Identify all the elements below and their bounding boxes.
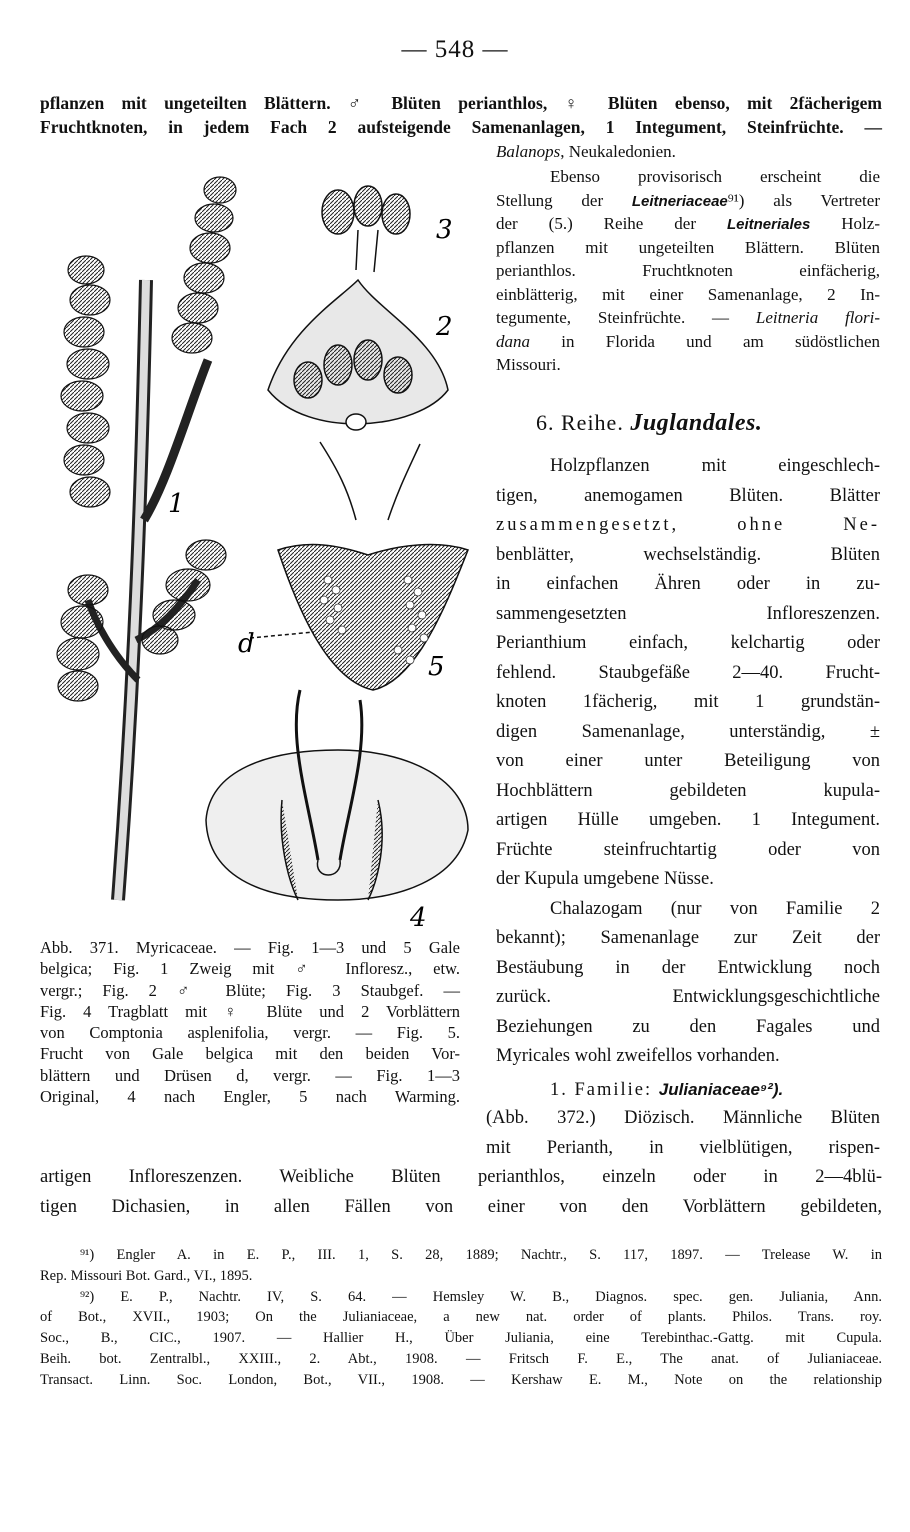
caption-line-1: Abb. 371. Myricaceae. — Fig. 1—3 und 5 Gale — [40, 938, 460, 957]
jug-line-20: Beziehungen zu den Fagales und — [496, 1016, 880, 1037]
page-number: — 548 — — [401, 36, 509, 63]
jug-line-16: Chalazogam (nur von Familie 2 — [550, 898, 880, 919]
footnote-line-5: Soc., B., CIC., 1907. — Hallier H., Über Juliania, eine Terebinthac.-Gattg. mit Cupula. — [40, 1330, 882, 1347]
figure-caption — [40, 937, 460, 1107]
jug-line-21: Myricales wohl zweifellos vorhanden. — [496, 1046, 780, 1066]
juglandales-paragraph — [496, 452, 880, 1072]
caption-line-3: vergr.; Fig. 2 ♂ Blüte; Fig. 3 Staubgef. — — [40, 980, 460, 1000]
full-line-1: artigen Infloreszenzen. Weibliche Blüten perianthlos, einzeln oder in 2—4blü- — [40, 1167, 882, 1187]
fig-label-2: 2 — [436, 312, 453, 342]
jug-line-18: Bestäubung in der Entwicklung noch — [496, 957, 880, 978]
familie-line-1: (Abb. 372.) Diözisch. Männliche Blüten — [486, 1108, 880, 1128]
fig-label-4: 4 — [410, 903, 427, 933]
fig-label-3: 3 — [436, 215, 453, 245]
fig-label-5: 5 — [428, 652, 445, 682]
fig-label-1: 1 — [168, 489, 185, 519]
jug-line-9: knoten 1fächerig, mit 1 grundstän- — [496, 692, 880, 712]
familie-line-2: mit Perianth, in vielblütigen, rispen- — [486, 1137, 880, 1158]
caption-line-6: Frucht von Gale belgica mit den beiden Vor- — [40, 1044, 460, 1064]
fig2-male-flower — [268, 280, 448, 430]
taxon-julianiaceae: Julianiaceae⁹²). — [658, 1080, 784, 1099]
leitneria-line-1: Ebenso provisorisch erscheint die — [550, 167, 880, 186]
intro-line-1: pflanzen mit ungeteilten Blättern. ♂ Blüten perianthlos, ♀ Blüten ebenso, mit 2fächerigem — [40, 93, 882, 113]
taxon-leitneria-b: dana — [496, 331, 530, 351]
jug-line-15: der Kupula umgebene Nüsse. — [496, 869, 714, 889]
taxon-leitneriales: Leitneriales — [726, 216, 811, 233]
section-title: Juglandales. — [630, 410, 763, 436]
catkin-lower-right — [142, 540, 226, 654]
caption-line-8: Original, 4 nach Engler, 5 nach Warming. — [40, 1087, 460, 1107]
taxon-leitneria-a: Leitneria flori- — [755, 308, 880, 327]
familie-heading — [550, 1079, 783, 1101]
balanops-line — [496, 141, 676, 163]
footnote-line-6: Beih. bot. Zentralbl., XXIII., 2. Abt., 1908. — Fritsch F. E., The anat. of Julianiaceae. — [40, 1350, 882, 1367]
familie-prefix: 1. Familie: — [550, 1080, 653, 1100]
leitneria-line-8: dana in Florida und am südöstlichen — [496, 331, 880, 351]
jug-line-1: Holzpflanzen mit eingeschlech- — [550, 456, 880, 476]
jug-line-7: Perianthium einfach, kelchartig oder — [496, 633, 880, 653]
caption-line-4: Fig. 4 Tragblatt mit ♀ Blüte und 2 Vorblättern — [40, 1001, 460, 1021]
section-heading — [536, 410, 762, 437]
catkin-right-top — [172, 177, 236, 353]
leitneria-line-7: tegumente, Steinfrüchte. — Leitneria flori- — [496, 308, 880, 327]
full-line-2: tigen Dichasien, in allen Fällen von einer von den Vorblättern gebildeten, — [40, 1197, 882, 1217]
jug-line-4: benblätter, wechselständig. Blüten — [496, 544, 880, 565]
leitneria-line-6: einblätterig, mit einer Samenanlage, 2 In- — [496, 284, 880, 304]
footnote-line-2: Rep. Missouri Bot. Gard., VI., 1895. — [40, 1267, 253, 1284]
jug-line-11: von einer unter Beteiligung von — [496, 751, 880, 771]
jug-line-6: sammengesetzten Infloreszenzen. — [496, 603, 880, 624]
jug-line-2: tigen, anemogamen Blüten. Blätter — [496, 485, 880, 506]
jug-line-13: artigen Hülle umgeben. 1 Integument. — [496, 810, 880, 830]
section-prefix: 6. Reihe. — [536, 410, 624, 435]
leitneria-line-9: Missouri. — [496, 355, 561, 374]
leitneria-line-4: pflanzen mit ungeteilten Blättern. Blüten — [496, 237, 880, 257]
familie-paragraph — [486, 1104, 880, 1163]
intro-line-2: Fruchtknoten, in jedem Fach 2 aufsteigende Samenanlagen, 1 Integument, Steinfrüchte. — — [40, 117, 882, 137]
jug-line-14: Früchte steinfruchtartig oder von — [496, 839, 880, 860]
footnotes — [40, 1245, 882, 1391]
jug-line-10: digen Samenanlage, unterständig, ± — [496, 721, 880, 742]
jug-line-5: in einfachen Ähren oder in zu- — [496, 574, 880, 594]
botanical-figure — [38, 160, 478, 940]
footnote-line-7: Transact. Linn. Soc. London, Bot., VII., 1908. — Kershaw E. M., Note on the relationship — [40, 1371, 882, 1388]
caption-line-5: von Comptonia asplenifolia, vergr. — Fig. 5. — [40, 1023, 460, 1043]
leitneria-line-2: Stellung der Leitneriaceae⁹¹) als Vertreter — [496, 190, 880, 210]
jug-line-12: Hochblättern gebildeten kupula- — [496, 780, 880, 801]
jug-line-17: bekannt); Samenanlage zur Zeit der — [496, 928, 880, 948]
leitneria-line-3: der (5.) Reihe der Leitneriales Holz- — [496, 214, 880, 233]
jug-line-8: fehlend. Staubgefäße 2—40. Frucht- — [496, 662, 880, 683]
footnote-line-1: ⁹¹) Engler A. in E. P., III. 1, S. 28, 1889; Nachtr., S. 117, 1897. — Trelease W. in — [80, 1247, 882, 1263]
fig4-bract — [206, 690, 468, 900]
catkin-left-top — [61, 256, 110, 507]
caption-line-2: belgica; Fig. 1 Zweig mit ♂ Infloresz., etw. — [40, 959, 460, 979]
fig3-stamens — [322, 186, 410, 272]
taxon-balanops: Balanops — [496, 142, 561, 161]
leitneria-line-5: perianthlos. Fruchtknoten einfächerig, — [496, 261, 880, 280]
footnote-line-4: of Bot., XVII., 1903; On the Julianiaceae, a new nat. order of plants. Philos. Trans. roy. — [40, 1309, 882, 1326]
balanops-rest: , Neukaledonien. — [560, 142, 676, 161]
jug-line-19: zurück. Entwicklungsgeschichtliche — [496, 987, 880, 1007]
footnote-line-3: ⁹²) E. P., Nachtr. IV, S. 64. — Hemsley W. B., Diagnos. spec. gen. Juliania, Ann. — [80, 1288, 882, 1305]
fig-label-d: d — [238, 629, 255, 659]
caption-line-7: blättern und Drüsen d, vergr. — Fig. 1—3 — [40, 1065, 460, 1085]
jug-line-3: zusammengesetzt, ohne Ne- — [496, 515, 880, 535]
taxon-leitneriaceae: Leitneriaceae — [631, 192, 728, 210]
catkin-lower-left — [57, 575, 108, 701]
leitneria-paragraph — [496, 165, 880, 377]
